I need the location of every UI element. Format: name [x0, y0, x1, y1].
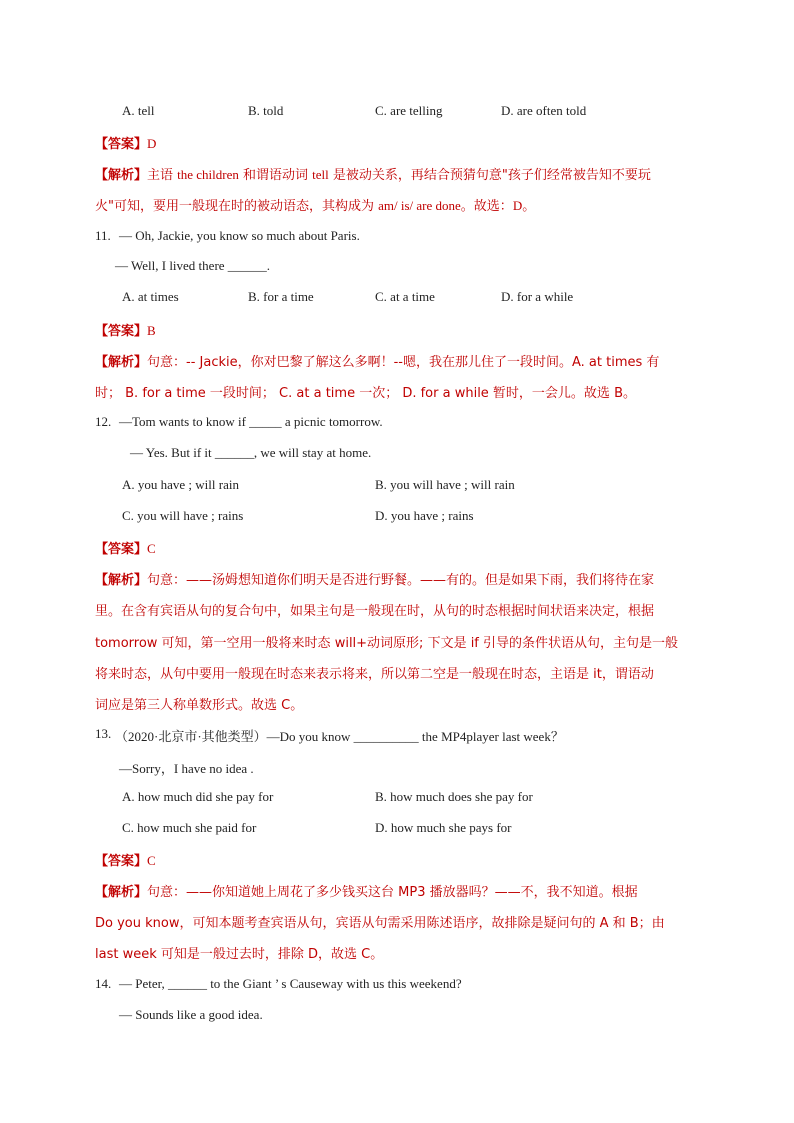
q13-number: 13.	[95, 726, 112, 741]
q10-option-b: B. told	[248, 103, 284, 118]
q11-line-1: — Oh, Jackie, you know so much about Paris.	[119, 228, 360, 243]
analysis-text: 句意：——你知道她上周花了多少钱买这台 MP3 播放器吗？——不，我不知道。根据	[147, 885, 638, 900]
answer-value: C	[147, 853, 156, 868]
q10-option-d: D. are often told	[501, 103, 587, 118]
q12-analysis-line-1	[95, 569, 654, 588]
q12-line-1: —Tom wants to know if _____ a picnic tomorrow.	[119, 414, 383, 429]
q13-analysis-line-3: last week 可知是一般过去时，排除 D，故选 C。	[95, 947, 384, 962]
analysis-text: 主语	[147, 168, 178, 183]
q10-analysis-line-2	[95, 195, 535, 214]
answer-tag: 【答案】	[95, 137, 148, 152]
q11-analysis-line-1	[95, 351, 659, 370]
analysis-text: 。	[522, 199, 536, 214]
q11-option-b: B. for a time	[248, 289, 314, 304]
q14-number: 14.	[95, 976, 112, 991]
analysis-text: 和谓语动词	[238, 168, 313, 183]
q11-analysis-line-2: 时； B. for a time 一段时间； C. at a time 一次； D. for a while 暂时，一会儿。故选 B。	[95, 386, 636, 401]
q14-line-2: — Sounds like a good idea.	[119, 1007, 263, 1022]
q12-line-2: — Yes. But if it ______, we will stay at home.	[130, 445, 372, 460]
analysis-term: tell	[312, 167, 329, 182]
analysis-tag: 【解析】	[95, 168, 148, 183]
answer-value: D	[147, 136, 157, 151]
q13-option-a: A. how much did she pay for	[122, 789, 274, 804]
q11-option-c: C. at a time	[375, 289, 435, 304]
q13-option-c: C. how much she paid for	[122, 820, 257, 835]
answer-tag: 【答案】	[95, 542, 148, 557]
analysis-tag: 【解析】	[95, 885, 148, 900]
analysis-text: 是被动关系，再结合预猜句意"孩子们经常被告知不要玩	[328, 168, 651, 183]
q11-option-d: D. for a while	[501, 289, 574, 304]
q13-analysis-line-2: Do you know，可知本题考查宾语从句，宾语从句需采用陈述语序，故排除是疑问句的 A 和 B；由	[95, 916, 665, 931]
analysis-term: D	[512, 198, 523, 213]
analysis-text: 句意：-- Jackie，你对巴黎了解这么多啊！--嗯，我在那儿住了一段时间。A. at times 有	[147, 355, 660, 370]
answer-tag: 【答案】	[95, 324, 148, 339]
q11-line-2: — Well, I lived there ______.	[115, 258, 271, 273]
q12-option-d: D. you have ; rains	[375, 508, 474, 523]
answer-value: B	[147, 323, 156, 338]
analysis-term: am/ is/ are done	[378, 198, 461, 213]
q12-analysis-line-3: tomorrow 可知，第一空用一般将来时态 will+动词原形; 下文是 if 引导的条件状语从句，主句是一般	[95, 636, 679, 651]
q12-option-c: C. you will have ; rains	[122, 508, 244, 523]
answer-value: C	[147, 541, 156, 556]
q11-option-a: A. at times	[122, 289, 179, 304]
q10-option-c: C. are telling	[375, 103, 443, 118]
q10-answer	[95, 133, 156, 152]
analysis-tag: 【解析】	[95, 573, 148, 588]
analysis-text: 。故选：	[460, 199, 513, 214]
q11-number: 11.	[95, 228, 111, 243]
q13-analysis-line-1	[95, 881, 638, 900]
q13-line-1: （2020·北京市·其他类型）—Do you know __________ the MP4player last week？	[115, 729, 564, 744]
answer-tag: 【答案】	[95, 854, 148, 869]
analysis-text: 火"可知，要用一般现在时的被动语态，其构成为	[95, 199, 379, 214]
q10-option-a: A. tell	[122, 103, 155, 118]
q13-option-d: D. how much she pays for	[375, 820, 512, 835]
q13-line-2: —Sorry，I have no idea .	[119, 761, 254, 776]
analysis-term: the children	[177, 167, 239, 182]
q10-analysis-line-1	[95, 164, 651, 183]
q14-line-1: — Peter, ______ to the Giant ’ s Causeway with us this weekend?	[119, 976, 462, 991]
q12-analysis-line-2: 里。在含有宾语从句的复合句中，如果主句是一般现在时，从句的时态根据时间状语来决定，根据	[95, 604, 655, 619]
q11-answer	[95, 320, 156, 339]
q12-analysis-line-4: 将来时态，从句中要用一般现在时态来表示将来，所以第二空是一般现在时态，主语是 it，谓语动	[95, 667, 654, 682]
q12-option-b: B. you will have ; will rain	[375, 477, 515, 492]
q12-option-a: A. you have ; will rain	[122, 477, 239, 492]
q12-number: 12.	[95, 414, 112, 429]
q13-answer	[95, 850, 156, 869]
analysis-text: 句意：——汤姆想知道你们明天是否进行野餐。——有的。但是如果下雨，我们将待在家	[147, 573, 655, 588]
q12-analysis-line-5: 词应是第三人称单数形式。故选 C。	[95, 698, 304, 713]
q12-answer	[95, 538, 156, 557]
q13-option-b: B. how much does she pay for	[375, 789, 533, 804]
analysis-tag: 【解析】	[95, 355, 148, 370]
